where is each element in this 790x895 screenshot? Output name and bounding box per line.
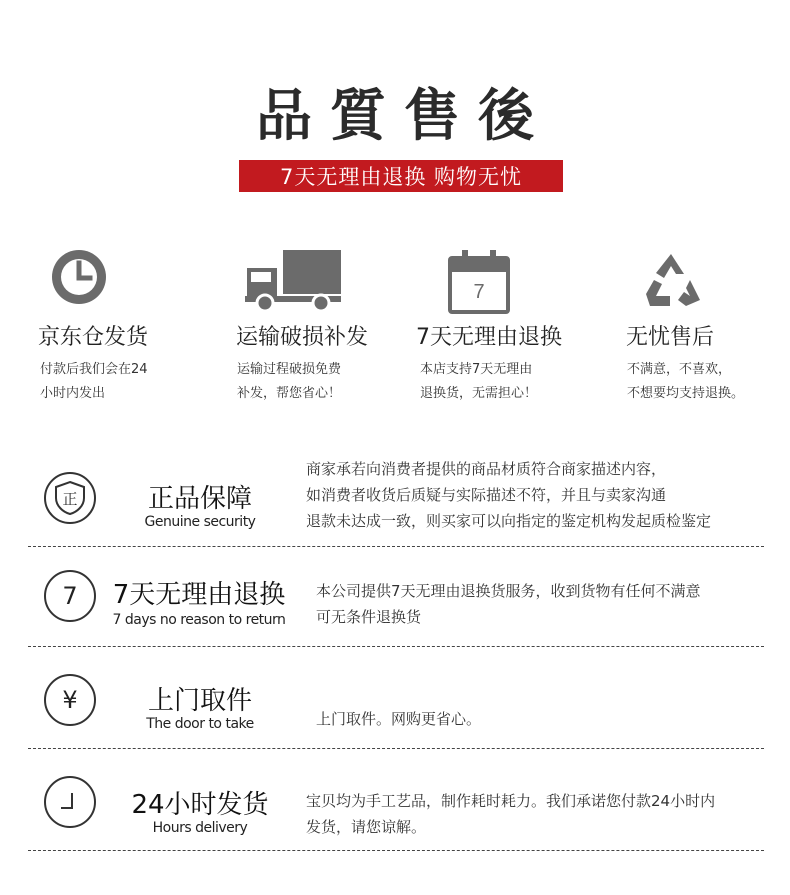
divider	[28, 850, 764, 851]
page-title: 品質售後	[256, 84, 552, 149]
guarantee-subtitle-genuine: Genuine security	[144, 514, 256, 530]
guarantee-desc-delivery: 宝贝均为手工艺品，制作耗时耗力。我们承诺您付款24小时内 发货，请您谅解。	[306, 792, 716, 836]
feature-title-warehouse: 京东仓发货	[38, 325, 149, 350]
guarantee-title-return: 7天无理由退换	[112, 580, 286, 610]
divider	[28, 546, 764, 547]
guarantee-title-delivery: 24小时发货	[131, 790, 269, 820]
feature-title-damage: 运输破损补发	[236, 325, 369, 350]
guarantee-desc-return: 本公司提供7天无理由退换货服务，收到货物有任何不满意 可无条件退换货	[316, 582, 701, 626]
shield-icon	[44, 472, 96, 524]
clock-icon	[50, 248, 108, 310]
svg-text:正: 正	[62, 490, 78, 508]
clock-hands-icon	[44, 776, 96, 828]
promo-banner: 7天无理由退换 购物无忧	[239, 160, 563, 192]
divider	[28, 646, 764, 647]
guarantee-subtitle-pickup: The door to take	[146, 716, 254, 732]
truck-icon	[245, 250, 343, 316]
guarantee-desc-pickup: 上门取件。网购更省心。	[316, 710, 482, 728]
divider	[28, 748, 764, 749]
recycle-icon	[640, 250, 702, 316]
guarantee-title-pickup: 上门取件	[147, 686, 252, 716]
feature-desc-warehouse: 付款后我们会在24 小时内发出	[40, 362, 148, 401]
feature-desc-aftersale: 不满意，不喜欢， 不想要均支持退换。	[627, 362, 745, 401]
seven-icon: 7	[44, 570, 96, 622]
feature-desc-damage: 运输过程破损免费 补发，帮您省心！	[237, 362, 342, 401]
guarantee-subtitle-return: 7 days no reason to return	[112, 612, 286, 628]
feature-desc-return: 本店支持7天无理由 退换货，无需担心！	[420, 362, 538, 401]
guarantee-title-genuine: 正品保障	[147, 484, 252, 514]
guarantee-desc-genuine: 商家承若向消费者提供的商品材质符合商家描述内容， 如消费者收货后质疑与实际描述不符，并且与卖家沟通 退款未达成一致，则买家可以向指定的鉴定机构发起质检鉴定	[306, 460, 712, 530]
svg-text:7: 7	[473, 281, 485, 303]
guarantee-subtitle-delivery: Hours delivery	[152, 820, 248, 836]
feature-title-return: 7天无理由退换	[416, 325, 562, 350]
feature-title-aftersale: 无忧售后	[626, 325, 715, 350]
calendar-icon	[448, 250, 510, 318]
yen-icon: ¥	[44, 674, 96, 726]
